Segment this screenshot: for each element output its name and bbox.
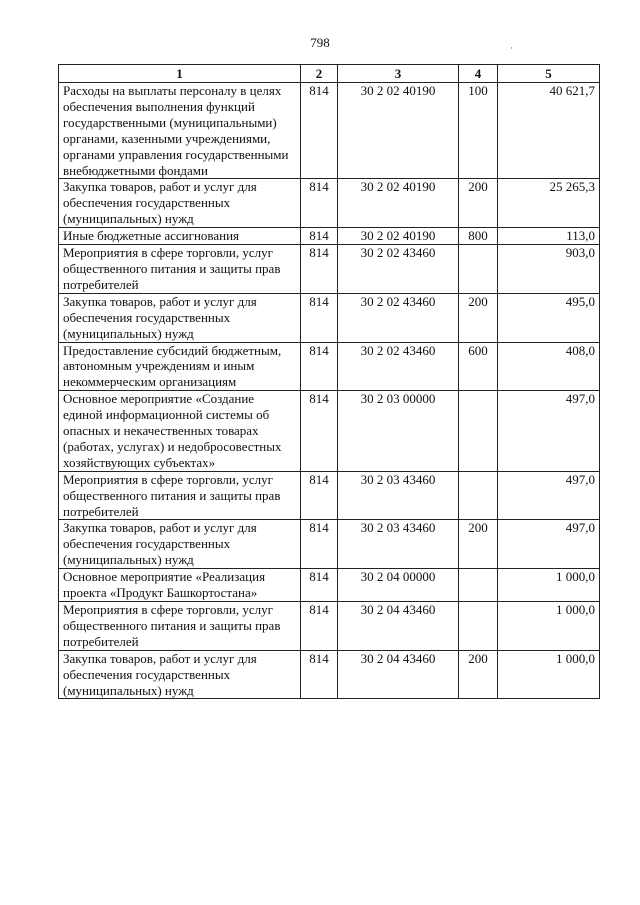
row-amount: 40 621,7	[498, 83, 600, 179]
row-amount: 497,0	[498, 520, 600, 569]
row-kind	[459, 471, 498, 520]
budget-table	[58, 64, 600, 699]
row-name: Предоставление субсидий бюджетным, автономным учреждениям и иным некоммерческим организациям	[59, 342, 301, 391]
row-code: 814	[301, 569, 338, 602]
table-header	[59, 65, 600, 83]
row-target: 30 2 02 43460	[338, 293, 459, 342]
row-kind	[459, 245, 498, 294]
row-name: Основное мероприятие «Реализация проекта «Продукт Башкортостана»	[59, 569, 301, 602]
row-code: 814	[301, 179, 338, 228]
table-row	[59, 293, 600, 342]
row-kind: 200	[459, 179, 498, 228]
table-row	[59, 245, 600, 294]
table-row	[59, 569, 600, 602]
row-name: Основное мероприятие «Создание единой информационной системы об опасных и некачественных товарах (работах, услугах) и недобросовестных хозяйствующих субъектах»	[59, 391, 301, 472]
row-kind	[459, 569, 498, 602]
table-row	[59, 602, 600, 651]
row-amount: 1 000,0	[498, 650, 600, 699]
row-amount: 495,0	[498, 293, 600, 342]
row-name: Закупка товаров, работ и услуг для обеспечения государственных (муниципальных) нужд	[59, 293, 301, 342]
table-row	[59, 520, 600, 569]
header-col-5: 5	[498, 65, 600, 83]
row-name: Расходы на выплаты персоналу в целях обеспечения выполнения функций государственными (муниципальными) органами, казенными учреждениями, органами управления государственными внебюджетными фондами	[59, 83, 301, 179]
row-target: 30 2 02 40190	[338, 83, 459, 179]
row-name: Иные бюджетные ассигнования	[59, 228, 301, 245]
header-row	[59, 65, 600, 83]
header-col-3: 3	[338, 65, 459, 83]
table-row	[59, 391, 600, 472]
table-body	[59, 83, 600, 699]
row-name: Мероприятия в сфере торговли, услуг общественного питания и защиты прав потребителей	[59, 471, 301, 520]
row-name: Мероприятия в сфере торговли, услуг общественного питания и защиты прав потребителей	[59, 245, 301, 294]
row-kind: 800	[459, 228, 498, 245]
row-amount: 25 265,3	[498, 179, 600, 228]
page-number: 798	[310, 35, 330, 50]
row-target: 30 2 02 43460	[338, 245, 459, 294]
row-kind: 100	[459, 83, 498, 179]
row-kind	[459, 391, 498, 472]
row-code: 814	[301, 83, 338, 179]
table-row	[59, 471, 600, 520]
row-code: 814	[301, 471, 338, 520]
row-target: 30 2 04 43460	[338, 650, 459, 699]
table-row	[59, 650, 600, 699]
row-target: 30 2 04 43460	[338, 602, 459, 651]
row-name: Закупка товаров, работ и услуг для обеспечения государственных (муниципальных) нужд	[59, 650, 301, 699]
row-name: Закупка товаров, работ и услуг для обеспечения государственных (муниципальных) нужд	[59, 520, 301, 569]
header-col-4: 4	[459, 65, 498, 83]
table-row	[59, 179, 600, 228]
row-target: 30 2 02 43460	[338, 342, 459, 391]
table-row	[59, 228, 600, 245]
row-amount: 1 000,0	[498, 569, 600, 602]
row-code: 814	[301, 228, 338, 245]
row-target: 30 2 04 00000	[338, 569, 459, 602]
row-amount: 497,0	[498, 391, 600, 472]
row-code: 814	[301, 650, 338, 699]
row-target: 30 2 03 00000	[338, 391, 459, 472]
row-amount: 903,0	[498, 245, 600, 294]
row-code: 814	[301, 342, 338, 391]
row-code: 814	[301, 293, 338, 342]
row-code: 814	[301, 520, 338, 569]
row-target: 30 2 02 40190	[338, 179, 459, 228]
header-col-2: 2	[301, 65, 338, 83]
row-amount: 1 000,0	[498, 602, 600, 651]
scan-speck: ·	[510, 43, 513, 53]
row-kind: 600	[459, 342, 498, 391]
row-amount: 497,0	[498, 471, 600, 520]
row-target: 30 2 03 43460	[338, 471, 459, 520]
table-row	[59, 342, 600, 391]
row-target: 30 2 02 40190	[338, 228, 459, 245]
table-row	[59, 83, 600, 179]
row-code: 814	[301, 245, 338, 294]
row-target: 30 2 03 43460	[338, 520, 459, 569]
row-name: Мероприятия в сфере торговли, услуг общественного питания и защиты прав потребителей	[59, 602, 301, 651]
row-name: Закупка товаров, работ и услуг для обеспечения государственных (муниципальных) нужд	[59, 179, 301, 228]
row-code: 814	[301, 602, 338, 651]
row-amount: 113,0	[498, 228, 600, 245]
row-kind	[459, 602, 498, 651]
header-col-1: 1	[59, 65, 301, 83]
row-code: 814	[301, 391, 338, 472]
row-kind: 200	[459, 293, 498, 342]
row-kind: 200	[459, 650, 498, 699]
row-kind: 200	[459, 520, 498, 569]
row-amount: 408,0	[498, 342, 600, 391]
